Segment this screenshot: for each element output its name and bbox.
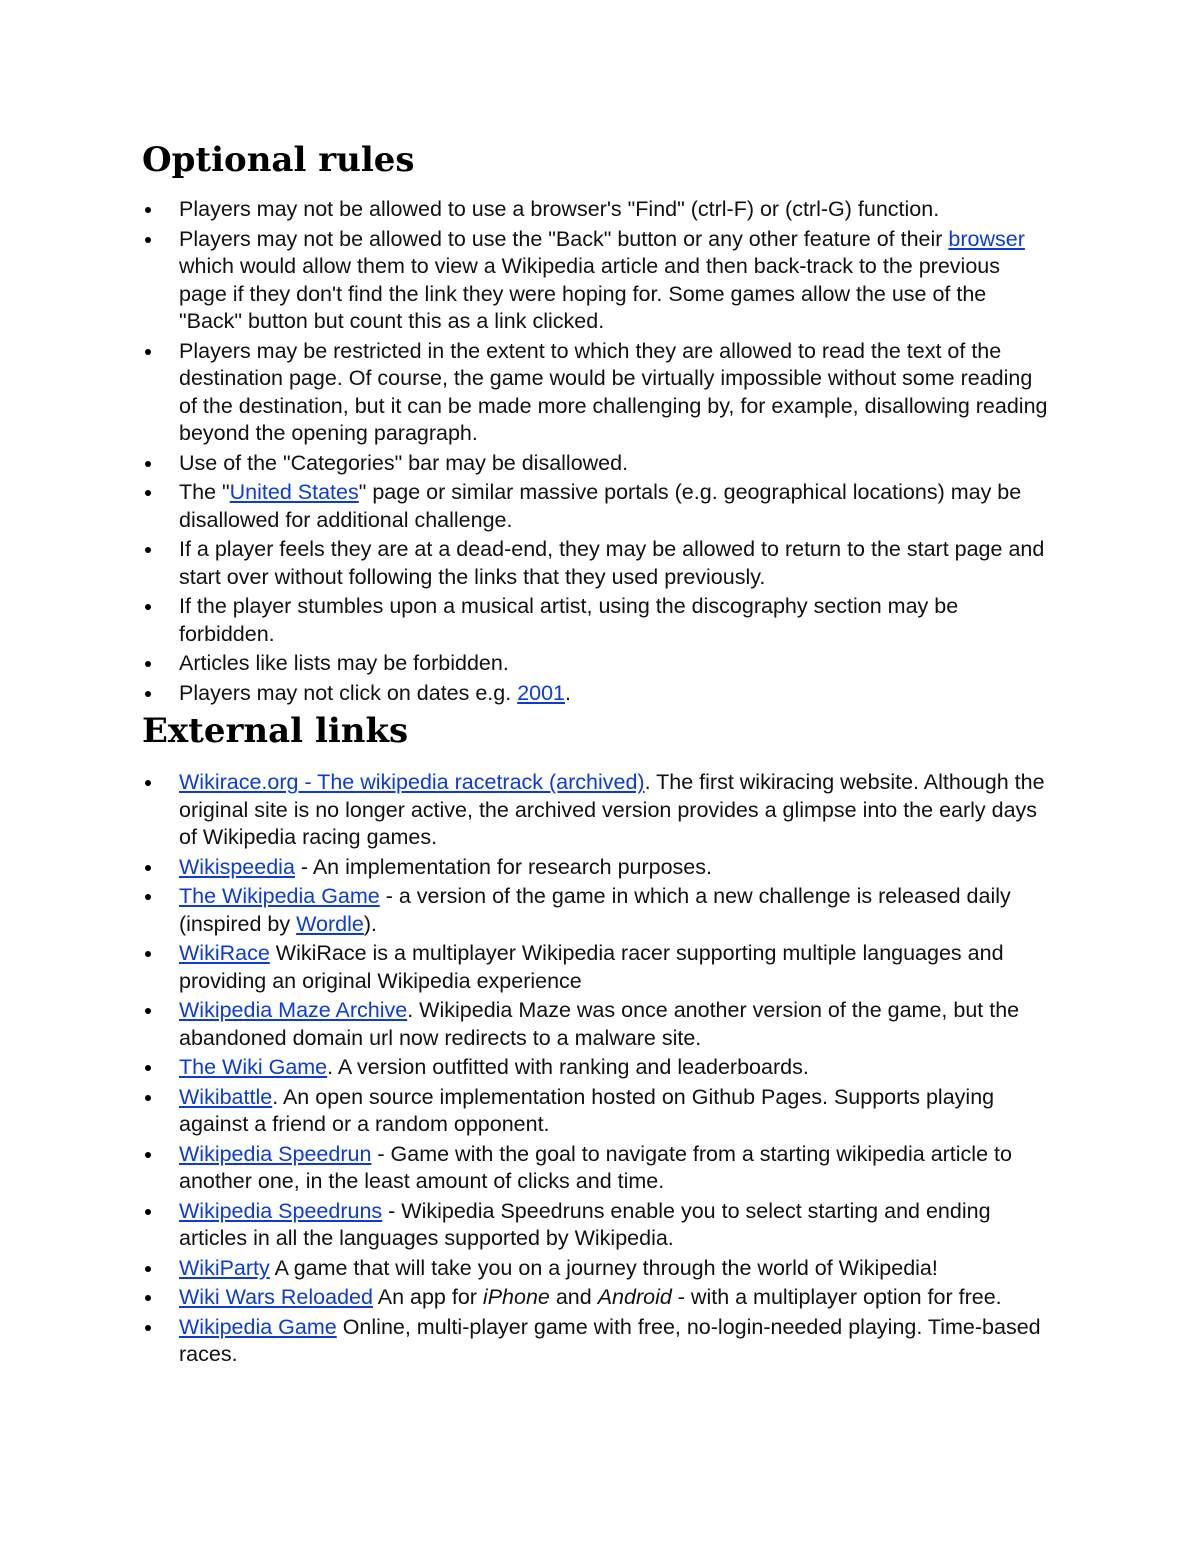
rule-text: Players may not click on dates e.g. bbox=[179, 680, 518, 705]
wikirace-link[interactable]: WikiRace bbox=[179, 941, 270, 965]
android-text: Android bbox=[597, 1285, 672, 1309]
link-description: A game that will take you on a journey through the world of Wikipedia! bbox=[269, 1255, 938, 1280]
wikirace-org-link[interactable]: Wikirace.org - The wikipedia racetrack (archived) bbox=[179, 770, 645, 794]
list-item bbox=[142, 196, 1052, 224]
rule-text: " page or similar massive portals (e.g. geographical locations) may be disallowed for additional challenge. bbox=[179, 480, 1022, 532]
list-item bbox=[142, 1054, 1052, 1082]
wikipedia-speedruns-link[interactable]: Wikipedia Speedruns bbox=[179, 1198, 383, 1223]
list-item bbox=[142, 650, 1052, 678]
list-item bbox=[142, 1141, 1052, 1196]
external-links-list bbox=[142, 769, 1052, 1369]
optional-rules-list bbox=[142, 196, 1052, 707]
list-item bbox=[142, 680, 1052, 708]
list-item bbox=[142, 940, 1052, 995]
link-description: ). bbox=[363, 911, 377, 936]
link-description: WikiRace is a multiplayer Wikipedia racer supporting multiple languages and providing an original Wikipedia experience bbox=[179, 941, 1004, 993]
link-description: - with a multiplayer option for free. bbox=[671, 1285, 1002, 1309]
iphone-text: iPhone bbox=[482, 1285, 550, 1309]
link-description: . The first wikiracing website. Although the original site is no longer active, the archived version provides a glimpse into the early days of Wikipedia racing games. bbox=[179, 770, 1045, 849]
list-item bbox=[142, 338, 1052, 448]
year-2001-link[interactable]: 2001 bbox=[517, 680, 566, 705]
wikipedia-maze-archive-link[interactable]: Wikipedia Maze Archive bbox=[179, 998, 408, 1022]
link-description: An app for bbox=[372, 1285, 483, 1309]
link-description: - Game with the goal to navigate from a starting wikipedia article to another one, in the least amount of clicks and time. bbox=[179, 1141, 1012, 1193]
browser-link[interactable]: browser bbox=[948, 226, 1025, 251]
list-item bbox=[142, 479, 1052, 534]
optional-rules-heading: Optional rules bbox=[142, 140, 415, 180]
united-states-link[interactable]: United States bbox=[229, 480, 359, 504]
list-item bbox=[142, 769, 1052, 852]
rule-text: Use of the "Categories" bar may be disallowed. bbox=[179, 450, 629, 475]
rule-text: If the player stumbles upon a musical artist, using the discography section may be forbidden. bbox=[179, 594, 959, 646]
rule-text: . bbox=[565, 680, 572, 705]
link-description: . An open source implementation hosted on Github Pages. Supports playing against a friend or a random opponent. bbox=[179, 1084, 995, 1136]
list-item bbox=[142, 1314, 1052, 1369]
wiki-wars-reloaded-link[interactable]: Wiki Wars Reloaded bbox=[179, 1285, 373, 1309]
list-item bbox=[142, 1084, 1052, 1139]
the-wikipedia-game-link[interactable]: The Wikipedia Game bbox=[179, 884, 380, 908]
wikispeedia-link[interactable]: Wikispeedia bbox=[179, 854, 295, 879]
link-description: Online, multi-player game with free, no-login-needed playing. Time-based races. bbox=[179, 1314, 1041, 1366]
link-description: . Wikipedia Maze was once another version of the game, but the abandoned domain url now redirects to a malware site. bbox=[179, 998, 1020, 1050]
link-description: - Wikipedia Speedruns enable you to select starting and ending articles in all the languages supported by Wikipedia. bbox=[179, 1198, 991, 1250]
rule-text: Players may be restricted in the extent to which they are allowed to read the text of the destination page. Of course, the game would be virtually impossible without some reading of the destination, but it can be made more challenging by, for example, disallowing reading beyond the opening paragraph. bbox=[179, 338, 1048, 445]
rule-text: The " bbox=[179, 480, 230, 504]
wikiparty-link[interactable]: WikiParty bbox=[179, 1255, 270, 1280]
rule-text: Players may not be allowed to use a browser's "Find" (ctrl-F) or (ctrl-G) function. bbox=[179, 197, 940, 221]
link-description: . A version outfitted with ranking and leaderboards. bbox=[327, 1055, 809, 1079]
rule-text: which would allow them to view a Wikipedia article and then back-track to the previous page if they don't find the link they were hoping for. Some games allow the use of the "Back" button but count this as a link clicked. bbox=[179, 254, 1000, 333]
wordle-link[interactable]: Wordle bbox=[296, 911, 364, 936]
link-description: and bbox=[549, 1285, 598, 1309]
list-item bbox=[142, 536, 1052, 591]
wikipedia-speedrun-link[interactable]: Wikipedia Speedrun bbox=[179, 1141, 372, 1166]
rule-text: If a player feels they are at a dead-end, they may be allowed to return to the start page and start over without following the links that they used previously. bbox=[179, 537, 1045, 589]
list-item bbox=[142, 854, 1052, 882]
document-page bbox=[142, 138, 1052, 1371]
rule-text: Players may not be allowed to use the "Back" button or any other feature of their bbox=[179, 226, 949, 251]
link-description: - a version of the game in which a new challenge is released daily (inspired by bbox=[179, 884, 1011, 936]
the-wiki-game-link[interactable]: The Wiki Game bbox=[179, 1055, 328, 1079]
list-item bbox=[142, 997, 1052, 1052]
rule-text: Articles like lists may be forbidden. bbox=[179, 651, 509, 675]
list-item bbox=[142, 1198, 1052, 1253]
list-item bbox=[142, 593, 1052, 648]
link-description: - An implementation for research purposes. bbox=[294, 854, 712, 879]
external-links-heading: External links bbox=[142, 711, 409, 751]
list-item bbox=[142, 1255, 1052, 1283]
list-item bbox=[142, 450, 1052, 478]
list-item bbox=[142, 883, 1052, 938]
wikipedia-game-link[interactable]: Wikipedia Game bbox=[179, 1314, 337, 1339]
wikibattle-link[interactable]: Wikibattle bbox=[179, 1084, 273, 1109]
list-item bbox=[142, 226, 1052, 336]
list-item bbox=[142, 1284, 1052, 1312]
